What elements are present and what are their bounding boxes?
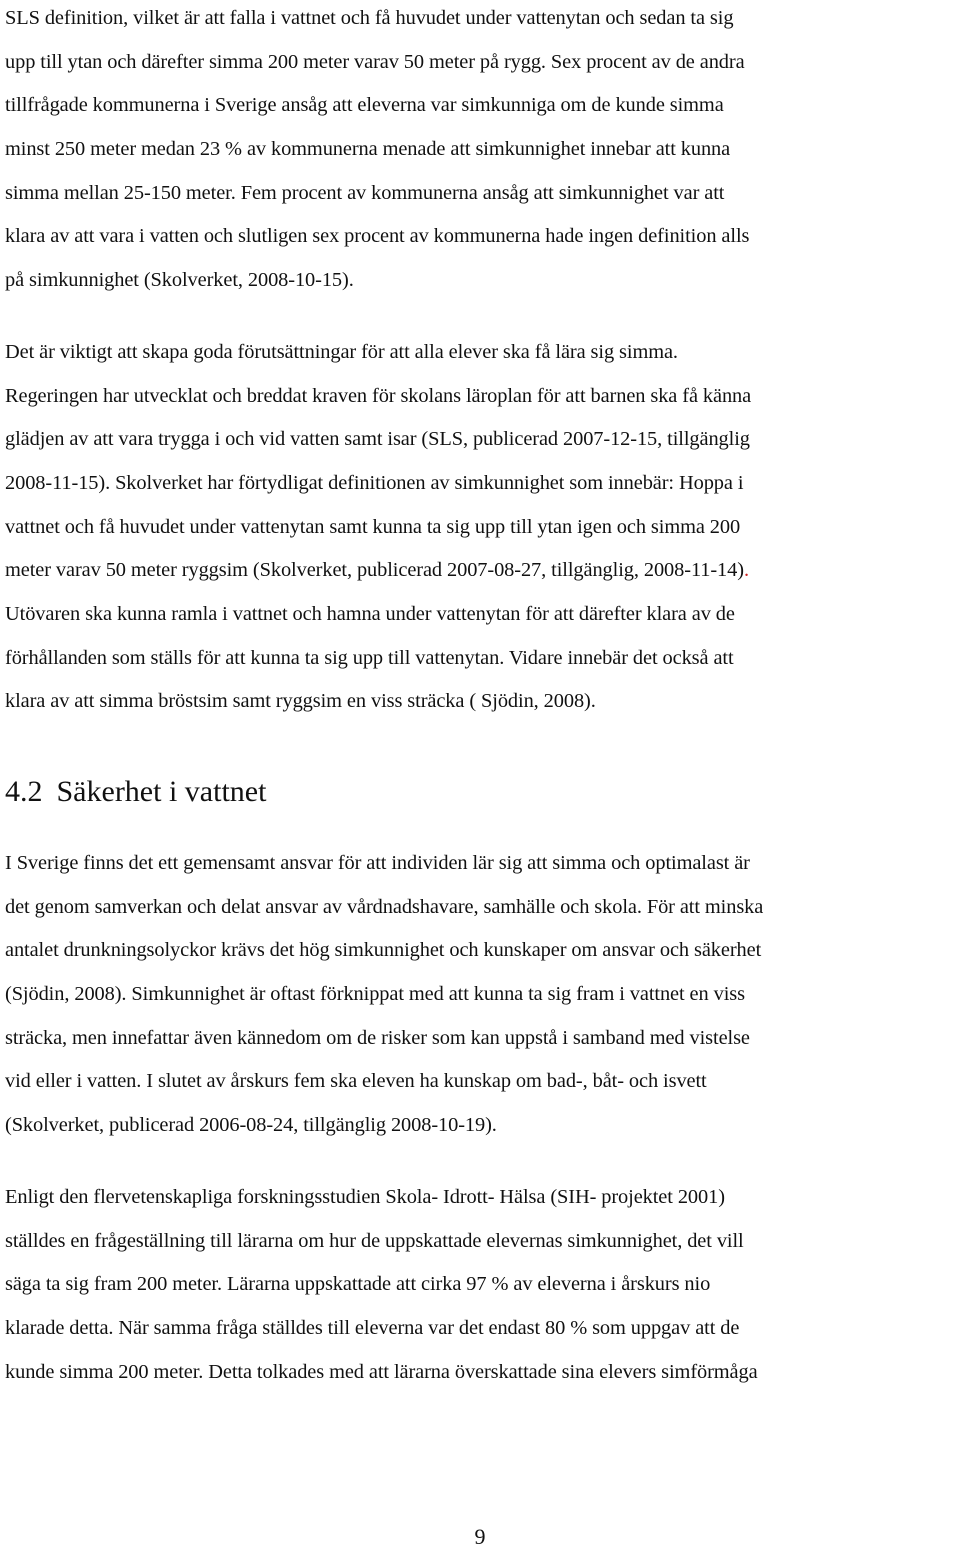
text-line: simma mellan 25-150 meter. Fem procent av kommunerna ansåg att simkunnighet var att — [5, 181, 725, 204]
text-line: antalet drunkningsolyckor krävs det hög simkunnighet och kunskaper om ansvar och säkerhet — [5, 939, 762, 962]
text-line: vid eller i vatten. I slutet av årskurs fem ska eleven ha kunskap om bad-, båt- och isvett — [5, 1070, 707, 1093]
section-number: 4.2 — [5, 775, 43, 808]
paragraph-spacer — [5, 303, 959, 331]
text-line: vattnet och få huvudet under vattenytan samt kunna ta sig upp till ytan igen och simma 200 — [5, 515, 741, 538]
paragraph-4 — [5, 1176, 959, 1394]
page-number: 9 — [474, 1524, 486, 1549]
text-line: Enligt den flervetenskapliga forskningsstudien Skola- Idrott- Hälsa (SIH- projektet 2001) — [5, 1185, 725, 1208]
paragraph-2 — [5, 331, 959, 724]
document-page — [5, 0, 959, 1394]
text-line: säga ta sig fram 200 meter. Lärarna uppskattade att cirka 97 % av eleverna i årskurs nio — [5, 1273, 711, 1296]
text-line: tillfrågade kommunerna i Sverige ansåg att eleverna var simkunniga om de kunde simma — [5, 94, 724, 117]
paragraph-3 — [5, 842, 959, 1148]
text-line: 2008-11-15). Skolverket har förtydligat definitionen av simkunnighet som innebär: Hoppa i — [5, 471, 744, 494]
paragraph-1 — [5, 0, 959, 303]
text-line: I Sverige finns det ett gemensamt ansvar för att individen lär sig att simma och optimalast är — [5, 852, 750, 874]
text-line: minst 250 meter medan 23 % av kommunerna menade att simkunnighet innebar att kunna — [5, 138, 731, 161]
text-line: kunde simma 200 meter. Detta tolkades med att lärarna överskattade sina elevers simförmåga — [5, 1360, 758, 1383]
section-title: Säkerhet i vattnet — [56, 775, 267, 808]
text-line: glädjen av att vara trygga i och vid vatten samt isar (SLS, publicerad 2007-12-15, tillgänglig — [5, 428, 750, 451]
text-line: klara av att simma bröstsim samt ryggsim en viss sträcka ( Sjödin, 2008). — [5, 690, 596, 713]
text-line: (Skolverket, publicerad 2006-08-24, tillgänglig 2008-10-19). — [5, 1114, 497, 1137]
text-line: ställdes en frågeställning till lärarna om hur de uppskattade elevernas simkunnighet, det vill — [5, 1229, 744, 1252]
text-line: Utövaren ska kunna ramla i vattnet och hamna under vattenytan för att därefter klara av de — [5, 602, 735, 625]
text-line: förhållanden som ställs för att kunna ta sig upp till vattenytan. Vidare innebär det också att — [5, 646, 734, 669]
text-line: SLS definition, vilket är att falla i vattnet och få huvudet under vattenytan och sedan ta sig — [5, 7, 734, 29]
text-line: klara av att vara i vatten och slutligen sex procent av kommunerna hade ingen definition alls — [5, 225, 750, 248]
text-line: upp till ytan och därefter simma 200 meter varav 50 meter på rygg. Sex procent av de andra — [5, 50, 745, 73]
paragraph-spacer — [5, 1148, 959, 1176]
red-period: . — [743, 559, 749, 582]
text-line: Det är viktigt att skapa goda förutsättningar för att alla elever ska få lära sig simma. — [5, 340, 678, 363]
paragraph-spacer — [5, 724, 959, 772]
section-heading — [5, 772, 959, 812]
text-line-body: meter varav 50 meter ryggsim (Skolverket, publicerad 2007-08-27, tillgänglig, 2008-11-14) — [5, 559, 744, 582]
text-line: sträcka, men innefattar även kännedom om de risker som kan uppstå i samband med vistelse — [5, 1026, 750, 1049]
paragraph-spacer — [5, 812, 959, 842]
text-line — [5, 549, 959, 593]
text-line: Regeringen har utvecklat och breddat kraven för skolans läroplan för att barnen ska få känna — [5, 384, 752, 407]
text-line: (Sjödin, 2008). Simkunnighet är oftast förknippat med att kunna ta sig fram i vattnet en viss — [5, 983, 745, 1006]
text-line: på simkunnighet (Skolverket, 2008-10-15). — [5, 269, 354, 292]
text-line: det genom samverkan och delat ansvar av vårdnadshavare, samhälle och skola. För att minska — [5, 895, 764, 918]
text-line: klarade detta. När samma fråga ställdes till eleverna var det endast 80 % som uppgav att de — [5, 1316, 740, 1339]
